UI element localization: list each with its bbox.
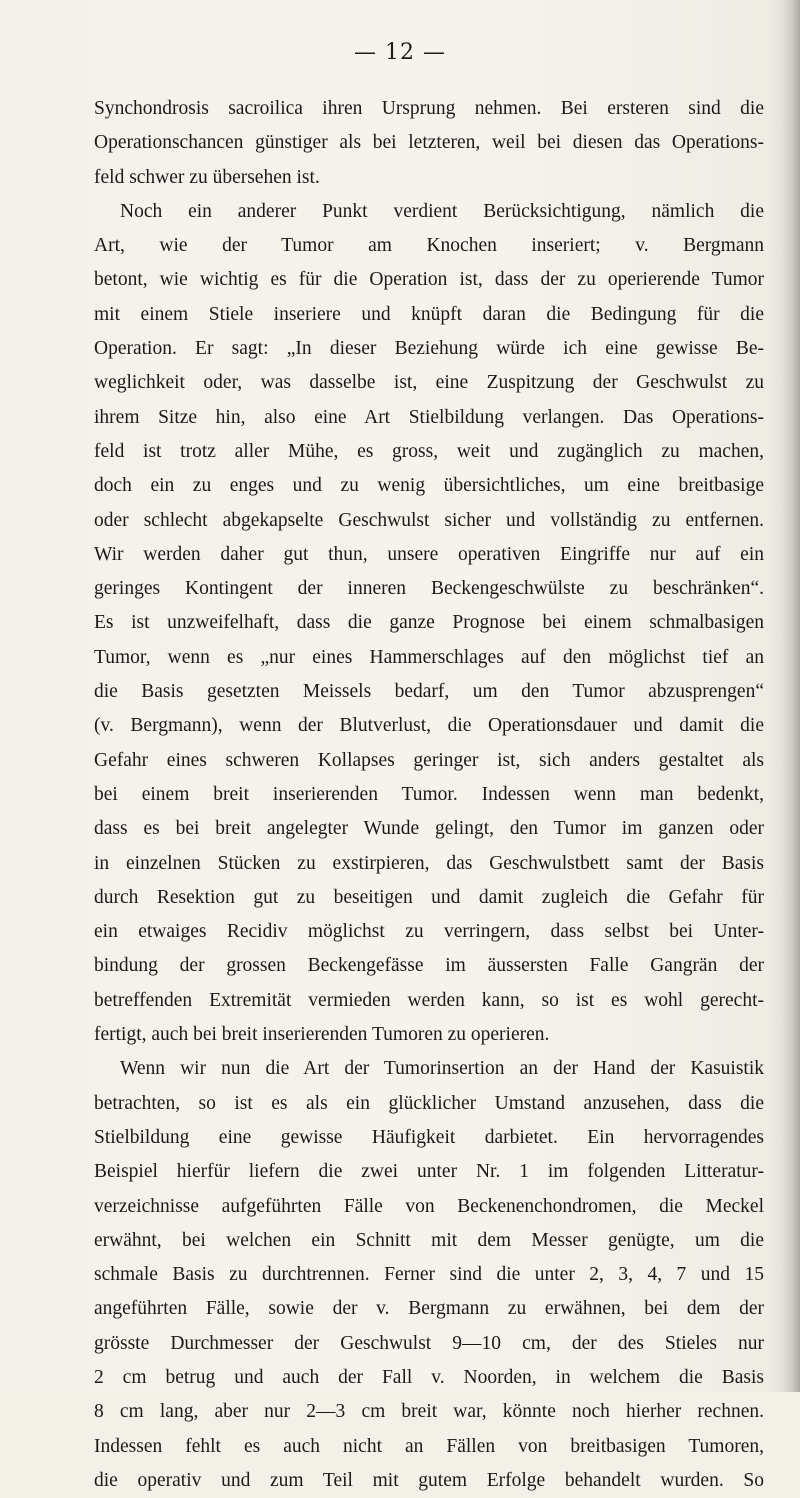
- text-line: doch ein zu enges und zu wenig übersichtliches, um eine breitbasige: [94, 475, 764, 497]
- text-line: betrachten, so ist es als ein glücklicher Umstand anzusehen, dass die: [94, 1092, 764, 1114]
- text-line: angeführten Fälle, sowie der v. Bergmann zu erwähnen, bei dem der: [94, 1298, 764, 1320]
- text-line: Art, wie der Tumor am Knochen inseriert; v. Bergmann: [94, 235, 764, 257]
- text-line: feld ist trotz aller Mühe, es gross, weit und zugänglich zu machen,: [94, 440, 764, 462]
- text-line: Gefahr eines schweren Kollapses geringer ist, sich anders gestaltet als: [94, 749, 764, 771]
- text-line: erwähnt, bei welchen ein Schnitt mit dem Messer genügte, um die: [94, 1229, 764, 1251]
- text-line: ihrem Sitze hin, also eine Art Stielbildung verlangen. Das Operations-: [94, 406, 764, 428]
- text-line: dass es bei breit angelegter Wunde gelingt, den Tumor im ganzen oder: [94, 818, 764, 840]
- text-line: betreffenden Extremität vermieden werden kann, so ist es wohl gerecht-: [94, 989, 764, 1011]
- text-line: Operation. Er sagt: „In dieser Beziehung würde ich eine gewisse Be-: [94, 338, 764, 360]
- text-line: Indessen fehlt es auch nicht an Fällen von breitbasigen Tumoren,: [94, 1435, 764, 1457]
- text-line: Synchondrosis sacroilica ihren Ursprung nehmen. Bei ersteren sind die: [94, 98, 764, 119]
- text-line: Noch ein anderer Punkt verdient Berücksichtigung, nämlich die: [120, 200, 764, 222]
- text-line: Es ist unzweifelhaft, dass die ganze Prognose bei einem schmalbasigen: [94, 612, 764, 634]
- text-line: verzeichnisse aufgeführten Fälle von Beckenenchondromen, die Meckel: [94, 1195, 764, 1217]
- text-line: die Basis gesetzten Meissels bedarf, um den Tumor abzusprengen“: [94, 681, 764, 703]
- text-line: geringes Kontingent der inneren Beckengeschwülste zu beschränken“.: [94, 578, 764, 600]
- text-line: Operationschancen günstiger als bei letzteren, weil bei diesen das Operations-: [94, 132, 764, 154]
- body-text: [94, 92, 764, 1498]
- text-line: (v. Bergmann), wenn der Blutverlust, die Operationsdauer und damit die: [94, 715, 764, 737]
- text-line: Stielbildung eine gewisse Häufigkeit darbietet. Ein hervorragendes: [94, 1126, 764, 1148]
- text-line: 8 cm lang, aber nur 2—3 cm breit war, könnte noch hierher rechnen.: [94, 1401, 764, 1423]
- text-line: Beispiel hierfür liefern die zwei unter Nr. 1 im folgenden Litteratur-: [94, 1161, 764, 1183]
- text-line: oder schlecht abgekapselte Geschwulst sicher und vollständig zu entfernen.: [94, 509, 764, 531]
- text-line: ein etwaiges Recidiv möglichst zu verringern, dass selbst bei Unter-: [94, 921, 764, 943]
- text-line: mit einem Stiele inseriere und knüpft daran die Bedingung für die: [94, 303, 764, 325]
- text-line: die operativ und zum Teil mit gutem Erfolge behandelt wurden. So: [94, 1469, 764, 1491]
- text-line: bei einem breit inserierenden Tumor. Indessen wenn man bedenkt,: [94, 783, 764, 805]
- text-line: fertigt, auch bei breit inserierenden Tumoren zu operieren.: [94, 1024, 550, 1046]
- text-line: schmale Basis zu durchtrennen. Ferner sind die unter 2, 3, 4, 7 und 15: [94, 1264, 764, 1286]
- page-edge-shadow: [782, 0, 800, 1392]
- text-line: Wir werden daher gut thun, unsere operativen Eingriffe nur auf ein: [94, 543, 764, 565]
- text-line: grösste Durchmesser der Geschwulst 9—10 cm, der des Stieles nur: [94, 1332, 764, 1354]
- text-line: feld schwer zu übersehen ist.: [94, 166, 320, 188]
- text-line: 2 cm betrug und auch der Fall v. Noorden, in welchem die Basis: [94, 1366, 764, 1388]
- text-line: Wenn wir nun die Art der Tumorinsertion an der Hand der Kasuistik: [120, 1058, 764, 1080]
- text-line: in einzelnen Stücken zu exstirpieren, das Geschwulstbett samt der Basis: [94, 852, 764, 874]
- text-line: weglichkeit oder, was dasselbe ist, eine Zuspitzung der Geschwulst zu: [94, 372, 764, 394]
- page-number: — 12 —: [354, 40, 446, 65]
- text-line: durch Resektion gut zu beseitigen und damit zugleich die Gefahr für: [94, 886, 764, 908]
- text-line: Tumor, wenn es „nur eines Hammerschlages auf den möglichst tief an: [94, 646, 764, 668]
- text-line: bindung der grossen Beckengefässe im äussersten Falle Gangrän der: [94, 955, 764, 977]
- text-line: betont, wie wichtig es für die Operation ist, dass der zu operierende Tumor: [94, 269, 764, 291]
